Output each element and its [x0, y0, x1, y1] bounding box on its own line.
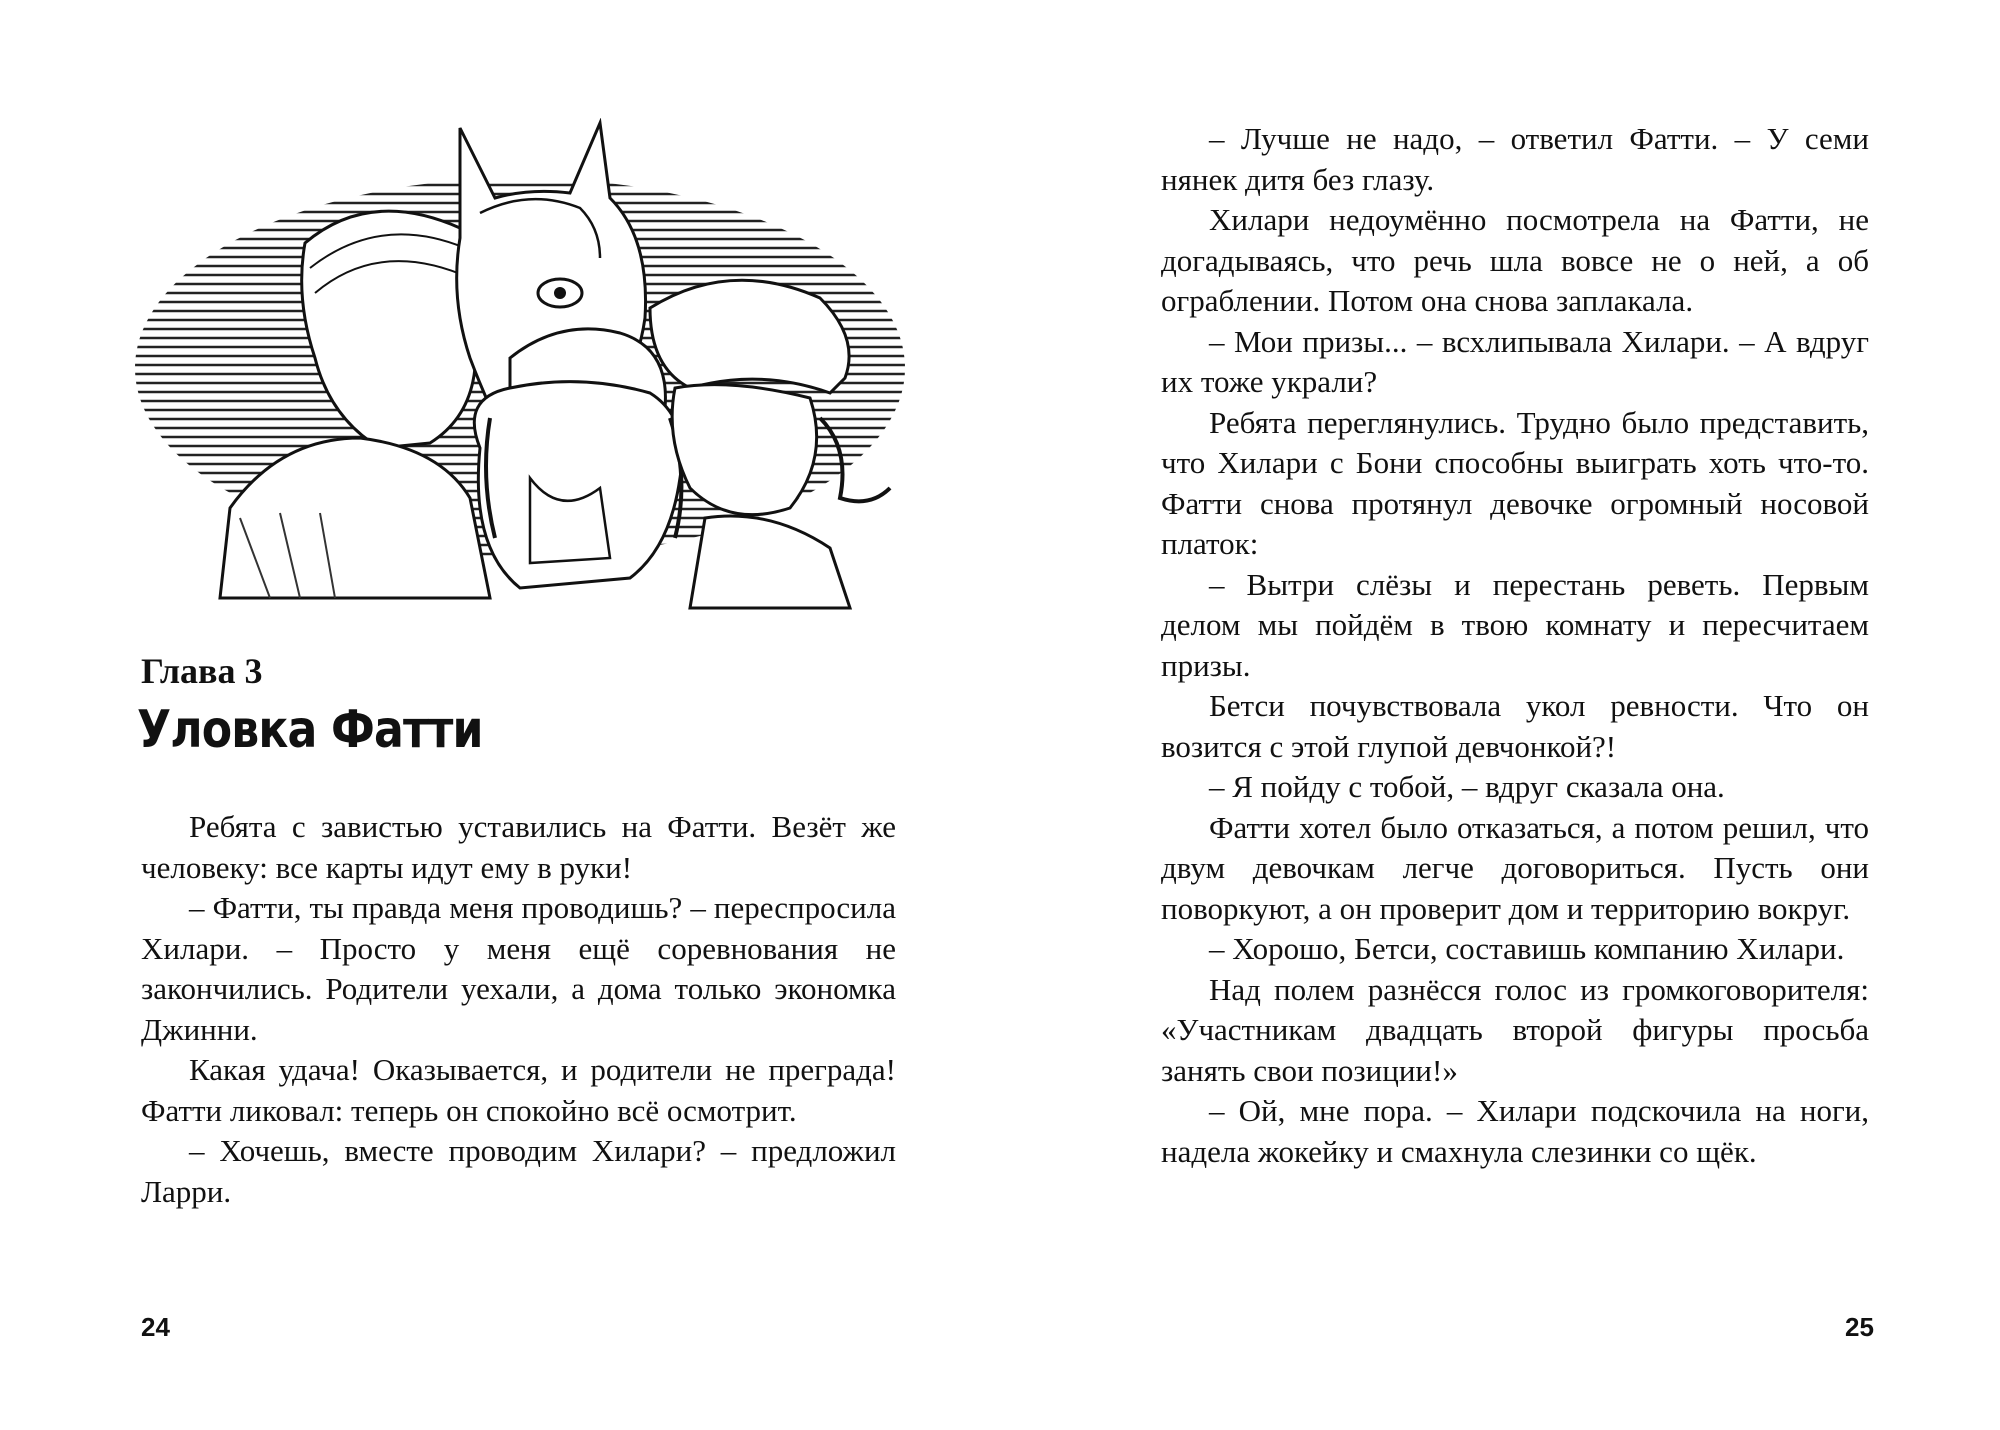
left-page-text [141, 807, 896, 1212]
paragraph: – Хорошо, Бетси, составишь компанию Хилари. [1209, 931, 1845, 966]
paragraph: Хилари недоумённо посмотрела на Фатти, не догадываясь, что речь шла вовсе не о ней, а об ограблении. Потом она снова заплакала. [1161, 202, 1869, 318]
paragraph: Бетси почувствовала укол ревности. Что он возится с этой глупой девчонкой?! [1161, 688, 1869, 764]
page-number-left: 24 [141, 1312, 170, 1342]
paragraph: Какая удача! Оказывается, и родители не преграда! Фатти ликовал: теперь он спокойно всё осмотрит. [141, 1052, 896, 1128]
right-page-text [1161, 119, 1869, 1172]
right-page [1000, 0, 2000, 1430]
paragraph: – Вытри слёзы и перестань реветь. Первым делом мы пойдём в твою комнату и пересчитаем призы. [1161, 566, 1869, 683]
paragraph: – Я пойду с тобой, – вдруг сказала она. [1209, 769, 1725, 804]
chapter-title: Уловка Фатти [137, 700, 483, 760]
paragraph: Ребята с завистью уставились на Фатти. Везёт же человеку: все карты идут ему в руки! [141, 809, 896, 885]
paragraph: Ребята переглянулись. Трудно было представить, что Хилари с Бони способны выиграть хоть что-то. Фатти снова протянул девочке огромный носовой платок: [1161, 404, 1869, 561]
paragraph: – Ой, мне пора. – Хилари подскочила на ноги, надела жокейку и смахнула слезинки со щёк. [1161, 1093, 1869, 1169]
paragraph: – Мои призы... – всхлипывала Хилари. – А вдруг их тоже украли? [1161, 323, 1869, 399]
paragraph: Фатти хотел было отказаться, а потом решил, что двум девочкам легче договориться. Пусть они поворкуют, а он проверит дом и территорию вокруг. [1161, 809, 1869, 926]
paragraph: – Хочешь, вместе проводим Хилари? – предложил Ларри. [141, 1133, 896, 1209]
page-number-right: 25 [1845, 1312, 1874, 1342]
paragraph: – Лучше не надо, – ответил Фатти. – У семи нянек дитя без глазу. [1161, 121, 1869, 197]
chapter-illustration [130, 118, 910, 613]
paragraph: – Фатти, ты правда меня проводишь? – переспросила Хилари. – Просто у меня ещё соревнования не закончились. Родители уехали, а дома только экономка Джинни. [141, 890, 896, 1047]
chapter-number: Глава 3 [141, 651, 263, 691]
paragraph: Над полем разнёсся голос из громкоговорителя: «Участникам двадцать второй фигуры просьба занять свои позиции!» [1161, 971, 1869, 1088]
